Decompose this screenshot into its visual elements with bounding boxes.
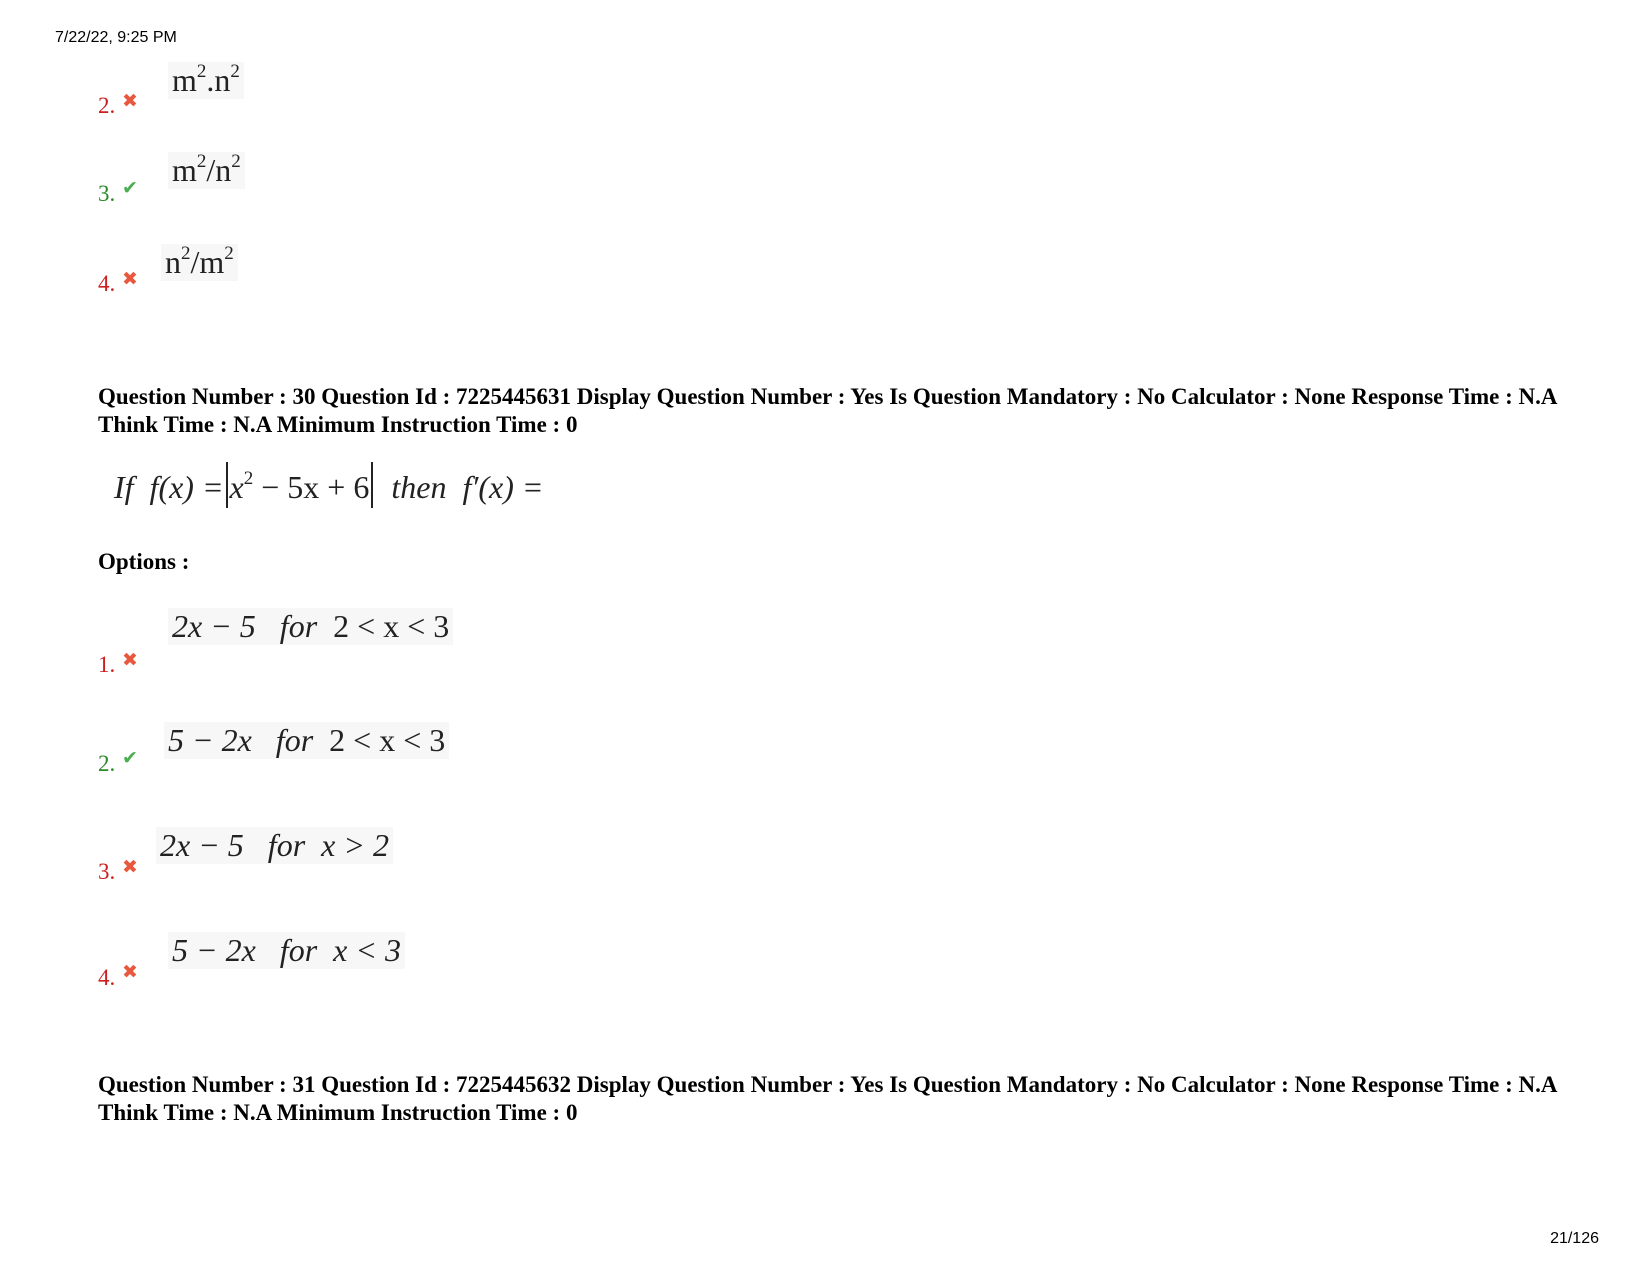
q30-option-1-math: 2x − 5 for 2 < x < 3	[168, 608, 453, 645]
option-number: 3.	[98, 181, 116, 206]
q30-option-2-math: 5 − 2x for 2 < x < 3	[164, 722, 449, 759]
check-icon: ✔	[122, 177, 138, 199]
option-number: 2.	[98, 93, 116, 118]
option-number: 1.	[98, 652, 116, 677]
question-30-stem: If $f(x) = x^2 - 5x + 6$ then f′(x) =	[110, 462, 547, 508]
prev-option-4-math: $n^2/m^2$	[161, 244, 238, 281]
cross-icon: ✖	[122, 856, 138, 878]
option-number: 4.	[98, 965, 116, 990]
cross-icon: ✖	[122, 90, 138, 112]
cross-icon: ✖	[122, 649, 138, 671]
print-timestamp: 7/22/22, 9:25 PM	[55, 29, 177, 46]
page-number: 21/126	[1550, 1230, 1599, 1247]
option-number: 3.	[98, 859, 116, 884]
q30-option-3-math: 2x − 5 for x > 2	[156, 827, 393, 864]
q30-option-4-math: 5 − 2x for x < 3	[168, 932, 405, 969]
prev-option-3-math: $m^2/n^2$	[168, 152, 245, 189]
cross-icon: ✖	[122, 961, 138, 983]
question-31-header: Question Number : 31 Question Id : 7225445632 Display Question Number : Yes Is Question Mandatory : No Calculator : None Response Time : N.A Think Time : N.A Minimum Instruction Time : 0	[98, 1072, 1557, 1125]
cross-icon: ✖	[122, 268, 138, 290]
options-label: Options :	[98, 549, 190, 574]
question-30-header: Question Number : 30 Question Id : 7225445631 Display Question Number : Yes Is Question Mandatory : No Calculator : None Response Time : N.A Think Time : N.A Minimum Instruction Time : 0	[98, 384, 1557, 437]
prev-option-2-math: $m^2.n^2$	[168, 62, 244, 99]
option-number: 2.	[98, 751, 116, 776]
check-icon: ✔	[122, 747, 138, 769]
option-number: 4.	[98, 271, 116, 296]
